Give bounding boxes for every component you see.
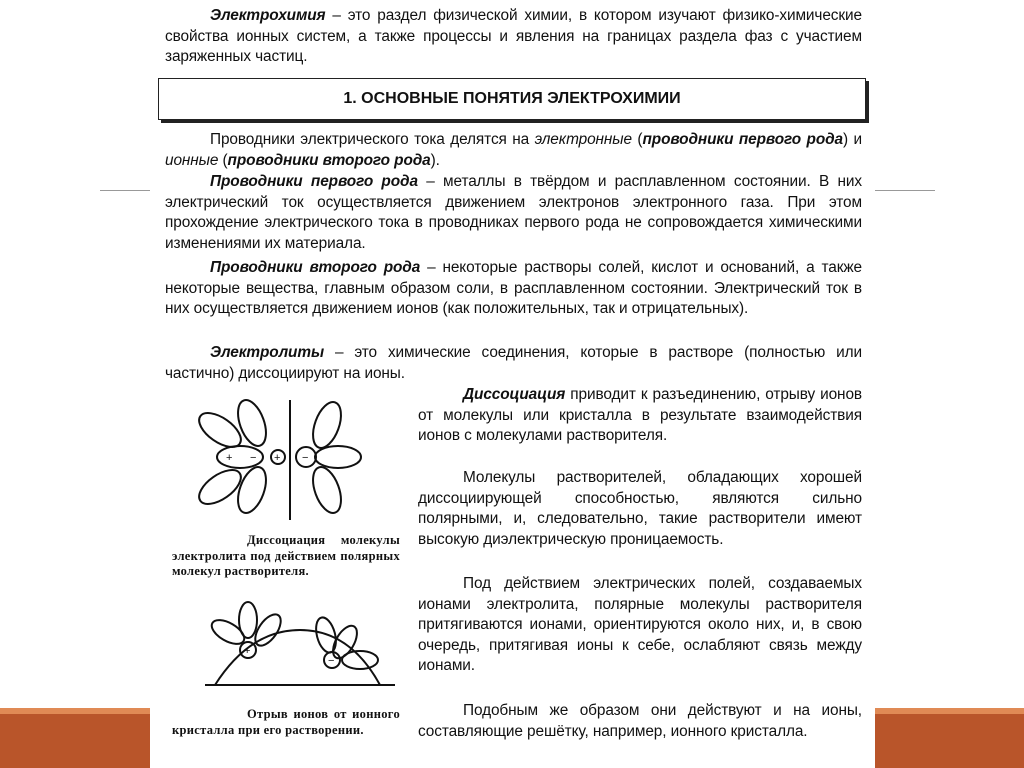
- figure-caption-crystal: Отрыв ионов от ионного кристалла при его растворении.: [172, 707, 400, 737]
- term: Проводники первого рода: [210, 173, 418, 190]
- left-divider: [100, 190, 150, 191]
- paragraph-crystal: Подобным же образом они действуют и на ионы, составляющие решётку, например, ионного кристалла.: [418, 702, 862, 740]
- term: проводники первого рода: [642, 131, 844, 148]
- text: электронные: [534, 131, 632, 148]
- svg-text:+: +: [244, 645, 251, 657]
- paragraph-dissociation: [418, 385, 862, 447]
- text: ) и: [843, 131, 863, 148]
- text: Проводники электрического тока делятся на: [210, 131, 535, 148]
- text: – это химические соединения, которые в растворе (полностью или частично) диссоциируют на ионы.: [165, 344, 862, 382]
- text: (: [631, 131, 643, 148]
- paragraph-solvents: Молекулы растворителей, обладающих хорошей диссоциирующей способностью, являются сильно полярными, и, следовательно, такие растворители имеют высокую диэлектрическую проницаемость.: [418, 469, 862, 548]
- svg-text:+: +: [226, 452, 233, 464]
- term: проводники второго рода: [227, 151, 431, 169]
- text: приводит к разъединению, отрыву ионов от молекулы или кристалла в результате взаимодействия ионов с молекулами растворителя.: [418, 386, 862, 445]
- svg-text:−: −: [250, 452, 257, 464]
- paragraph-second-kind: [165, 258, 862, 320]
- term: Диссоциация: [463, 386, 566, 403]
- figure-caption-dissociation: Диссоциация молекулы электролита под действием полярных молекул растворителя.: [172, 533, 400, 578]
- term: Электролиты: [210, 344, 324, 361]
- text: ).: [430, 151, 440, 169]
- document-scan: [150, 0, 875, 768]
- text: – это раздел физической химии, в котором изучают физико-химические свойства ионных систем, а также процессы и явления на границах раздела фаз с участием заряженных частиц.: [165, 7, 862, 66]
- text: (: [218, 151, 228, 169]
- crystal-diagram: [190, 600, 410, 690]
- right-divider: [875, 190, 935, 191]
- dissociation-diagram: [190, 395, 410, 520]
- text: – некоторые растворы солей, кислот и оснований, а также некоторые вещества, главным образом соли, в расплавленном состоянии. Электрический ток в них осуществляется движением ионов (как положительных, так и отрицательных).: [165, 259, 862, 318]
- text: – металлы в твёрдом и расплавленном состоянии. В них электрический ток осуществляется движением электронов электронного газа. При этом прохождение электрического тока в проводниках первого рода не сопровождается химическими изменениями их материала.: [165, 173, 863, 252]
- section-title: 1. ОСНОВНЫЕ ПОНЯТИЯ ЭЛЕКТРОХИМИИ: [158, 78, 866, 120]
- intro-paragraph: [165, 6, 862, 68]
- paragraph-first-kind: [165, 172, 862, 254]
- svg-text:−: −: [328, 655, 335, 667]
- paragraph-conductors: [165, 130, 862, 171]
- paragraph-electrolytes: [165, 343, 862, 384]
- svg-text:−: −: [302, 452, 309, 464]
- term: Электрохимия: [210, 7, 326, 24]
- svg-text:+: +: [274, 452, 281, 464]
- term: Проводники второго рода: [210, 259, 421, 276]
- paragraph-fields: Под действием электрических полей, создаваемых ионами электролита, полярные молекулы растворителя притягиваются ионами, ориентируются около них, и, в свою очередь, притягивая ионы к себе, ослабляют связь между ионами.: [418, 575, 862, 675]
- text: ионные: [165, 151, 219, 169]
